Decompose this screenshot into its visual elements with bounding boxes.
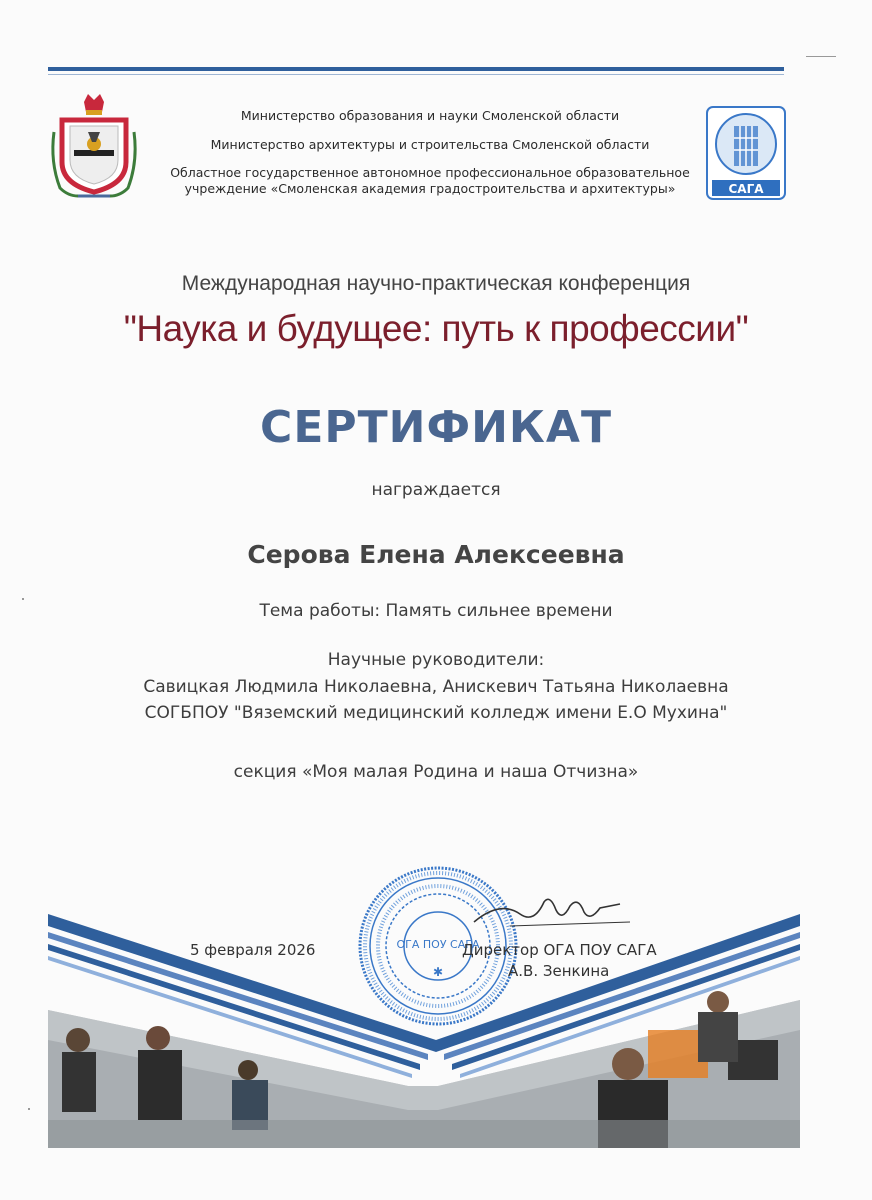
scan-artifact xyxy=(22,598,24,600)
scan-artifact xyxy=(28,1108,30,1110)
ministry-architecture-line: Министерство архитектуры и строительства Смоленской области xyxy=(210,137,650,152)
scan-artifact xyxy=(806,56,836,57)
awarded-label: награждается xyxy=(371,480,501,500)
institution-line-1: Областное государственное автономное профессиональное образовательное xyxy=(170,165,690,180)
top-divider-line xyxy=(48,67,784,71)
supervisors-names: Савицкая Людмила Николаевна, Анискевич Татьяна Николаевна xyxy=(143,677,729,697)
director-signature xyxy=(470,892,640,932)
stamp-text: ОГА ПОУ САГА xyxy=(396,938,480,951)
saga-logo-text: САГА xyxy=(728,182,764,196)
section-name: секция «Моя малая Родина и наша Отчизна» xyxy=(233,762,639,782)
organization-name: СОГБПОУ "Вяземский медицинский колледж имени Е.О Мухина" xyxy=(144,703,728,723)
conference-title: "Наука и будущее: путь к профессии" xyxy=(123,308,749,349)
supervisors-label: Научные руководители: xyxy=(327,650,545,670)
conference-name: Международная научно-практическая конференция xyxy=(181,272,691,295)
institution-line-2: учреждение «Смоленская академия градостроительства и архитектуры» xyxy=(184,181,676,196)
director-title: Директор ОГА ПОУ САГА xyxy=(462,941,657,959)
ministry-education-line: Министерство образования и науки Смоленской области xyxy=(240,108,620,123)
issue-date: 5 февраля 2026 xyxy=(190,941,316,959)
certificate-heading: СЕРТИФИКАТ xyxy=(260,402,612,453)
director-name: А.В. Зенкина xyxy=(508,962,610,980)
smolensk-coat-of-arms-icon xyxy=(48,92,140,204)
top-divider-thin-line xyxy=(48,74,784,75)
work-topic: Тема работы: Память сильнее времени xyxy=(259,601,613,621)
recipient-name: Серова Елена Алексеевна xyxy=(247,540,625,569)
svg-text:✱: ✱ xyxy=(432,965,444,979)
saga-logo xyxy=(706,106,786,200)
